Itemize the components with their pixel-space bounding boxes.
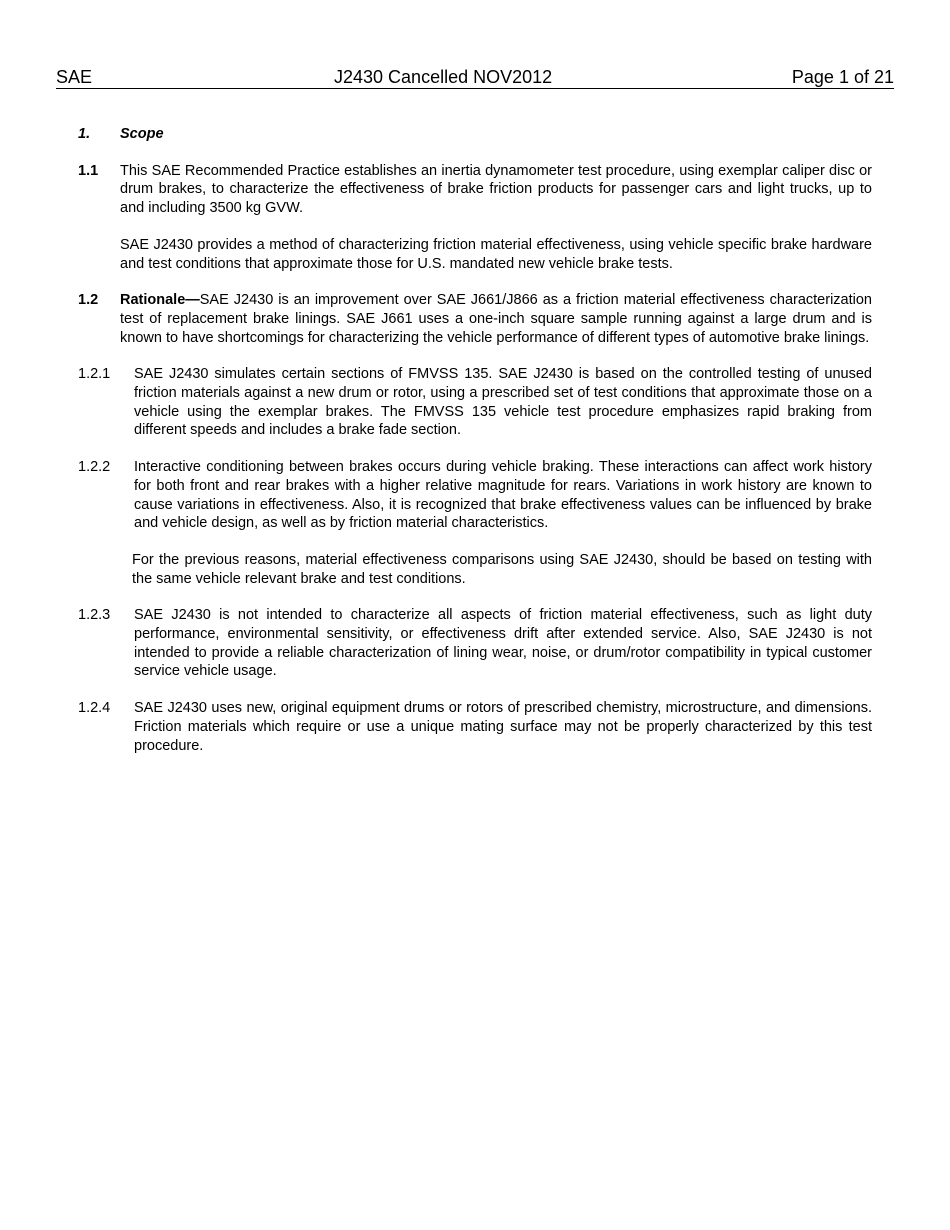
section-title: Scope [120,126,164,142]
section-scope-heading [78,125,872,144]
section-text: Interactive conditioning between brakes occurs during vehicle braking. These interactions can affect work history for both front and rear brakes with a higher relative magnitude for rears. Variations in work history are known to cause variations in effectiveness. Also, it is recognized that brake effectiveness values can be influenced by brake and vehicle design, as well as by friction material characteristics. [134,459,872,532]
section-1-2-4 [78,699,872,755]
section-text: SAE J2430 simulates certain sections of FMVSS 135. SAE J2430 is based on the controlled testing of unused friction materials against a new drum or rotor, using a prescribed set of test conditions that approximate those on a vehicle using the exemplar brakes. The FMVSS 135 vehicle test procedure emphasizes rapid braking from different speeds and includes a brake fade section. [134,366,872,439]
section-text [120,291,872,347]
section-body: SAE J2430 is an improvement over SAE J661/J866 as a friction material effectiveness characterization test of replacement brake linings. SAE J661 uses a one-inch square sample running against a large drum and is known to have shortcomings for characterizing the vehicle performance of different types of automotive brake linings. [120,292,872,346]
section-1-2-3 [78,606,872,681]
section-text: SAE J2430 uses new, original equipment drums or rotors of prescribed chemistry, microstructure, and dimensions. Friction materials which require or use a unique mating surface may not be properly characterized by this test procedure. [134,700,872,754]
section-1-2-2 [78,458,872,533]
section-1-1-paragraph-2: SAE J2430 provides a method of characterizing friction material effectiveness, using vehicle specific brake hardware and test conditions that approximate those for U.S. mandated new vehicle brake tests. [120,236,872,272]
section-1-1 [78,162,872,218]
section-number: 1.2.1 [78,366,111,383]
section-1-2 [78,291,872,347]
header-doc-id: J2430 Cancelled NOV2012 [334,67,553,87]
page-header [56,66,894,89]
header-org: SAE [56,67,93,87]
section-number: 1.2.2 [78,459,111,476]
section-number: 1.2.3 [78,607,111,624]
section-1-2-2-paragraph-2: For the previous reasons, material effectiveness comparisons using SAE J2430, should be based on testing with the same vehicle relevant brake and test conditions. [132,551,872,587]
header-page-number: Page 1 of 21 [791,67,894,87]
section-text: This SAE Recommended Practice establishes an inertia dynamometer test procedure, using exemplar caliper disc or drum brakes, to characterize the effectiveness of brake friction products for passenger cars and light trucks, up to and including 3500 kg GVW. [120,162,872,217]
section-number: 1.1 [78,162,99,179]
section-number: 1.2.4 [78,700,111,717]
section-label: Rationale— [120,292,200,309]
section-number: 1.2 [78,292,99,309]
section-number: 1. [78,126,91,142]
section-1-2-1 [78,365,872,440]
section-text: SAE J2430 is not intended to characterize all aspects of friction material effectiveness, such as light duty performance, environmental sensitivity, or effectiveness drift after extended service. Also, SAE J2430 is not intended to provide a reliable characterization of lining wear, noise, or drum/rotor compatibility in typical customer service vehicle usage. [134,607,872,680]
document-body [78,125,872,773]
